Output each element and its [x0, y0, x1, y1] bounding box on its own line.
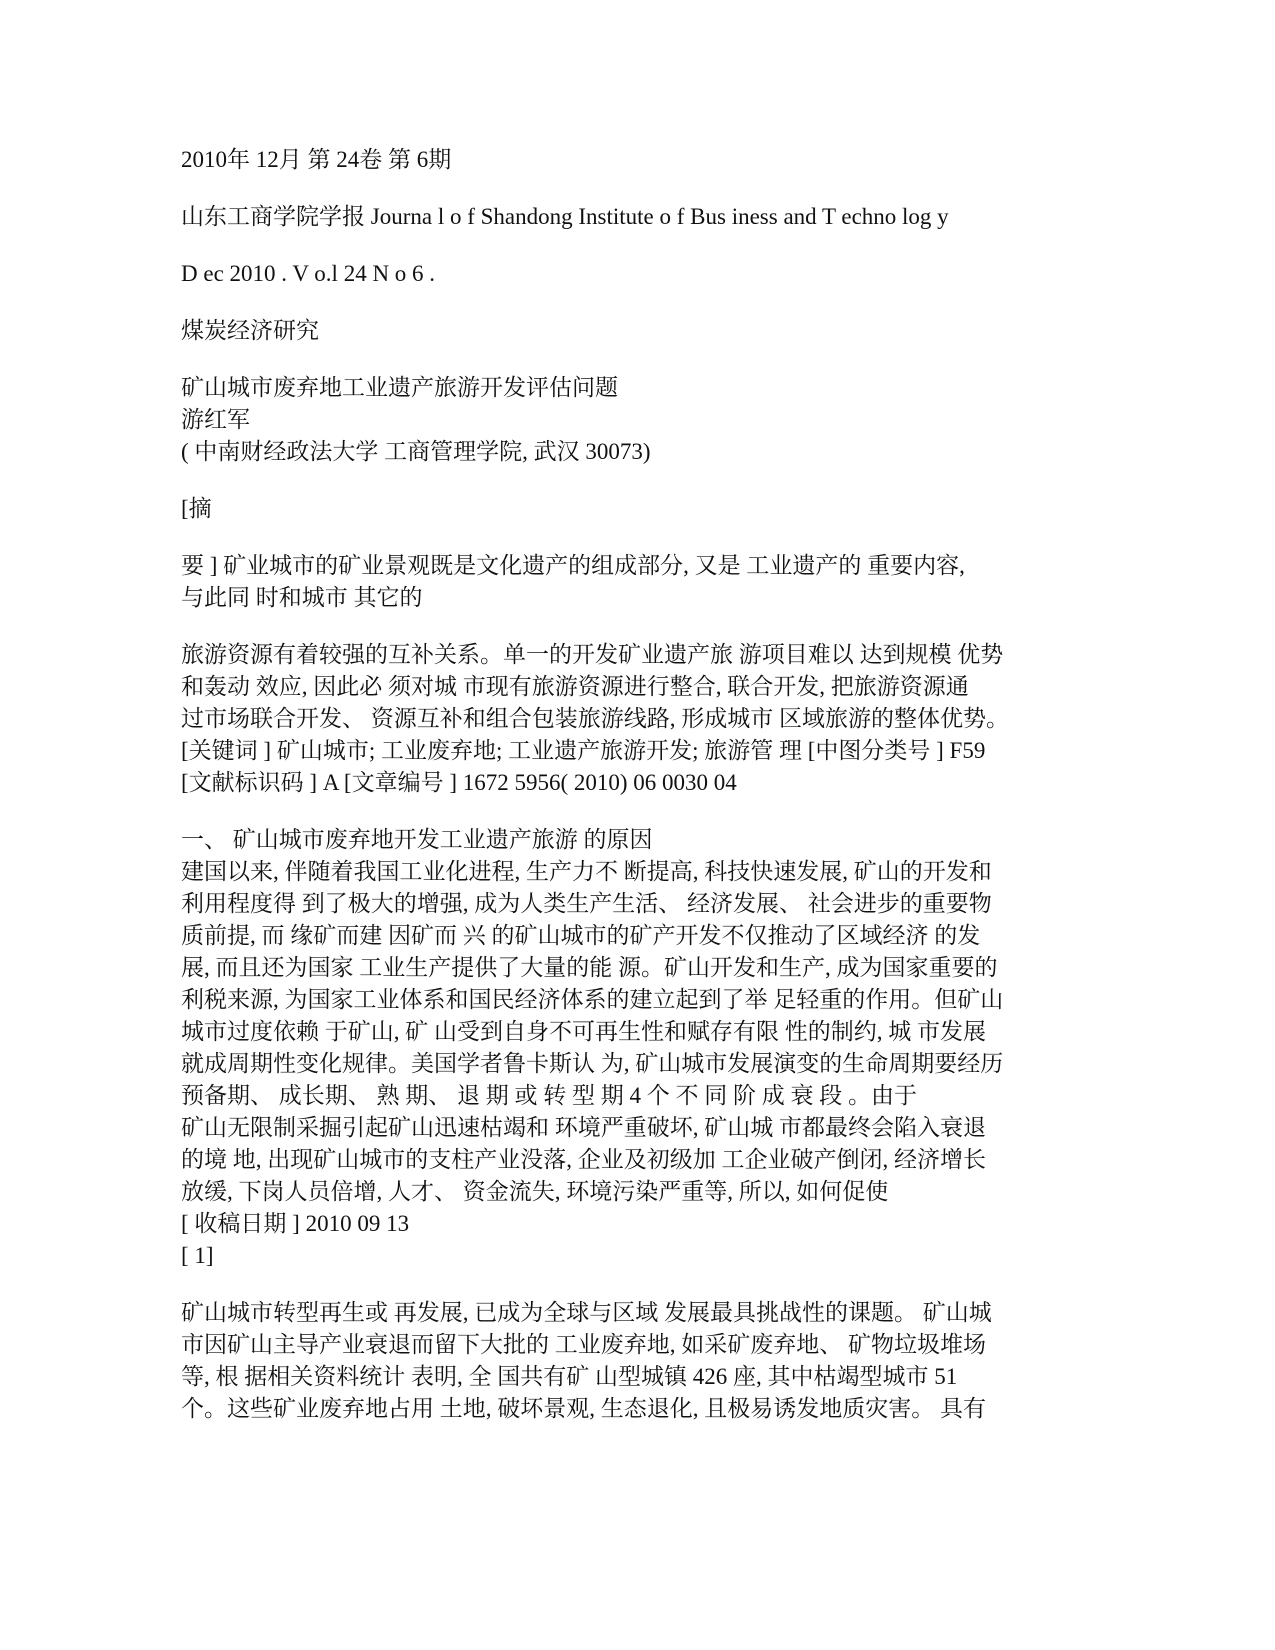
body-line: 的境 地, 出现矿山城市的支柱产业没落, 企业及初级加 工企业破产倒闭, 经济增长 [181, 1147, 986, 1172]
footnote-reference: [ 1] [181, 1243, 214, 1268]
body-line: 展, 而且还为国家 工业生产提供了大量的能 源。矿山开发和生产, 成为国家重要的 [181, 955, 998, 980]
column-label: 煤炭经济研究 [181, 318, 319, 343]
article-author: 游红军 [181, 407, 250, 432]
section-heading: 一、 矿山城市废弃地开发工业遗产旅游 的原因 [181, 827, 653, 852]
body-line: 预备期、 成长期、 熟 期、 退 期 或 转 型 期 4 个 不 同 阶 成 衰 段 。由于 [181, 1083, 917, 1108]
body-line: 市因矿山主导产业衰退而留下大批的 工业废弃地, 如采矿废弃地、 矿物垃圾堆场 [181, 1332, 986, 1357]
journal-line: 山东工商学院学报 Journa l o f Shandong Institute o f Bus iness and T echno log y [181, 204, 949, 229]
body-line: 个。这些矿业废弃地占用 土地, 破坏景观, 生态退化, 且极易诱发地质灾害。 具有 [181, 1396, 986, 1421]
abstract-line: 和轰动 效应, 因此必 须对城 市现有旅游资源进行整合, 联合开发, 把旅游资源通 [181, 674, 969, 699]
abstract-line: 要 ] 矿业城市的矿业景观既是文化遗产的组成部分, 又是 工业遗产的 重要内容, [181, 553, 965, 578]
issue-line: 2010年 12月 第 24卷 第 6期 [181, 147, 452, 172]
keywords-line: [关键词 ] 矿山城市; 工业废弃地; 工业遗产旅游开发; 旅游管 理 [中图分类号 ] F59 [181, 738, 986, 763]
body-line: 放缓, 下岗人员倍增, 人才、 资金流失, 环境污染严重等, 所以, 如何促使 [181, 1179, 889, 1204]
body-line: 质前提, 而 缘矿而建 因矿而 兴 的矿山城市的矿产开发不仅推动了区域经济 的发 [181, 923, 981, 948]
abstract-label-fragment: [摘 [181, 496, 212, 521]
received-date-note: [ 收稿日期 ] 2010 09 13 [181, 1211, 410, 1236]
body-line: 利税来源, 为国家工业体系和国民经济体系的建立起到了举 足轻重的作用。但矿山 [181, 987, 1004, 1012]
abstract-line: 与此同 时和城市 其它的 [181, 585, 423, 610]
body-line: 等, 根 据相关资料统计 表明, 全 国共有矿 山型城镇 426 座, 其中枯竭型城市 51 [181, 1364, 958, 1389]
article-affiliation: ( 中南财经政法大学 工商管理学院, 武汉 30073) [181, 439, 651, 464]
article-title: 矿山城市废弃地工业遗产旅游开发评估问题 [181, 375, 618, 400]
abstract-line: 过市场联合开发、 资源互补和组合包装旅游线路, 形成城市 区域旅游的整体优势。 [181, 706, 1009, 731]
body-line: 矿山无限制采掘引起矿山迅速枯竭和 环境严重破坏, 矿山城 市都最终会陷入衰退 [181, 1115, 986, 1140]
body-line: 建国以来, 伴随着我国工业化进程, 生产力不 断提高, 科技快速发展, 矿山的开发和 [181, 859, 992, 884]
body-line: 就成周期性变化规律。美国学者鲁卡斯认 为, 矿山城市发展演变的生命周期要经历 [181, 1051, 1004, 1076]
date-volume-line: D ec 2010 . V o.l 24 N o 6 . [181, 261, 436, 286]
document-code-line: [文献标识码 ] A [文章编号 ] 1672 5956( 2010) 06 0030 04 [181, 770, 737, 795]
abstract-line: 旅游资源有着较强的互补关系。单一的开发矿业遗产旅 游项目难以 达到规模 优势 [181, 642, 1004, 667]
body-line: 城市过度依赖 于矿山, 矿 山受到自身不可再生性和赋存有限 性的制约, 城 市发展 [181, 1019, 986, 1044]
body-line: 矿山城市转型再生或 再发展, 已成为全球与区域 发展最具挑战性的课题。 矿山城 [181, 1300, 992, 1325]
body-line: 利用程度得 到了极大的增强, 成为人类生产生活、 经济发展、 社会进步的重要物 [181, 891, 992, 916]
